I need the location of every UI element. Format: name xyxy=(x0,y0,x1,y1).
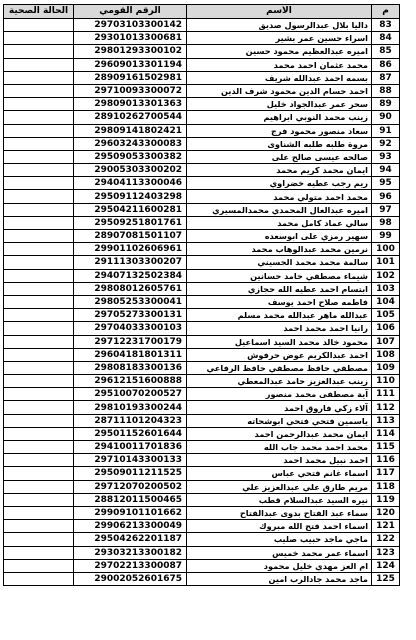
status-cell xyxy=(4,177,74,190)
row-number-cell: 124 xyxy=(372,559,400,572)
header-number: م xyxy=(372,5,400,19)
table-row xyxy=(4,427,400,440)
name-cell: ام العز مهدي خليل محمود xyxy=(187,559,372,572)
name-cell: نيره السيد عبدالسلام قطب xyxy=(187,493,372,506)
name-cell: زينب عبدالعزيز حامد عبدالمعطي xyxy=(187,375,372,388)
status-cell xyxy=(4,335,74,348)
row-number-cell: 91 xyxy=(372,124,400,137)
status-cell xyxy=(4,150,74,163)
row-number-cell: 116 xyxy=(372,454,400,467)
status-cell xyxy=(4,375,74,388)
status-cell xyxy=(4,295,74,308)
table-row xyxy=(4,401,400,414)
status-cell xyxy=(4,190,74,203)
name-cell: اميره عبدالعال المحمدي محمدالمسيري xyxy=(187,203,372,216)
national-id-cell: 29504262201187 xyxy=(74,533,187,546)
status-cell xyxy=(4,19,74,32)
national-id-cell: 29509011211525 xyxy=(74,467,187,480)
table-row xyxy=(4,71,400,84)
status-cell xyxy=(4,164,74,177)
row-number-cell: 102 xyxy=(372,269,400,282)
name-cell: اسماء غانم فتحي عباس xyxy=(187,467,372,480)
row-number-cell: 122 xyxy=(372,533,400,546)
table-row xyxy=(4,361,400,374)
status-cell xyxy=(4,256,74,269)
name-cell: اسماء احمد فتح الله مبروك xyxy=(187,520,372,533)
name-cell: آية مصطفى محمد منصور xyxy=(187,388,372,401)
name-cell: نرمين محمد عبدالوهاب محمد xyxy=(187,243,372,256)
table-row xyxy=(4,190,400,203)
national-id-cell: 29705273300131 xyxy=(74,309,187,322)
status-cell xyxy=(4,533,74,546)
status-cell xyxy=(4,414,74,427)
name-cell: اسماء عمر محمد خميس xyxy=(187,546,372,559)
status-cell xyxy=(4,58,74,71)
table-row xyxy=(4,559,400,572)
national-id-cell: 29005303300202 xyxy=(74,164,187,177)
table-row xyxy=(4,230,400,243)
national-id-cell: 29501152601644 xyxy=(74,427,187,440)
name-cell: آلاء زكي فاروق احمد xyxy=(187,401,372,414)
name-cell: عبدالله ماهر عبدالله محمد مسلم xyxy=(187,309,372,322)
patients-table xyxy=(3,4,400,586)
status-cell xyxy=(4,348,74,361)
row-number-cell: 111 xyxy=(372,388,400,401)
name-cell: شيماء مصطفي حامد حسانين xyxy=(187,269,372,282)
row-number-cell: 88 xyxy=(372,84,400,97)
national-id-cell: 29805253300041 xyxy=(74,295,187,308)
name-cell: سهير رمزي على ابوسعده xyxy=(187,230,372,243)
name-cell: فاطمه صلاح احمد يوسف xyxy=(187,295,372,308)
name-cell: زينب محمد النوبي ابراهيم xyxy=(187,111,372,124)
status-cell xyxy=(4,467,74,480)
header-national-id: الرقم القومي xyxy=(74,5,187,19)
header-name: الاسم xyxy=(187,5,372,19)
status-cell xyxy=(4,32,74,45)
table-row xyxy=(4,375,400,388)
name-cell: محمد عثمان احمد محمد xyxy=(187,58,372,71)
table-row xyxy=(4,137,400,150)
national-id-cell: 29808012605761 xyxy=(74,282,187,295)
status-cell xyxy=(4,45,74,58)
table-row xyxy=(4,309,400,322)
status-cell xyxy=(4,546,74,559)
row-number-cell: 114 xyxy=(372,427,400,440)
table-row xyxy=(4,150,400,163)
status-cell xyxy=(4,520,74,533)
national-id-cell: 29504211600281 xyxy=(74,203,187,216)
name-cell: احمد نبيل محمد احمد xyxy=(187,454,372,467)
name-cell: محمد احمد متولي محمد xyxy=(187,190,372,203)
row-number-cell: 123 xyxy=(372,546,400,559)
table-header-row xyxy=(4,5,400,19)
national-id-cell: 29710143300133 xyxy=(74,454,187,467)
national-id-cell: 29704033300103 xyxy=(74,322,187,335)
name-cell: ياسمين فتحي فتحي ابوشحاته xyxy=(187,414,372,427)
row-number-cell: 103 xyxy=(372,282,400,295)
table-row xyxy=(4,441,400,454)
national-id-cell: 29609013301194 xyxy=(74,58,187,71)
name-cell: احمد حسام الدين محمود شرف الدين xyxy=(187,84,372,97)
table-row xyxy=(4,243,400,256)
row-number-cell: 86 xyxy=(372,58,400,71)
national-id-cell: 29901102606961 xyxy=(74,243,187,256)
row-number-cell: 99 xyxy=(372,230,400,243)
table-row xyxy=(4,335,400,348)
national-id-cell: 29111303300207 xyxy=(74,256,187,269)
table-body xyxy=(4,19,400,586)
table-row xyxy=(4,32,400,45)
row-number-cell: 117 xyxy=(372,467,400,480)
table-row xyxy=(4,322,400,335)
table-row xyxy=(4,480,400,493)
national-id-cell: 28907081501107 xyxy=(74,230,187,243)
name-cell: داليا بلال عبدالرسول صديق xyxy=(187,19,372,32)
name-cell: احمد عبدالكريم عوض حرفوش xyxy=(187,348,372,361)
name-cell: اميره عبدالعظيم محمود حسين xyxy=(187,45,372,58)
name-cell: مروة طلبه طلبه الشناوى xyxy=(187,137,372,150)
row-number-cell: 89 xyxy=(372,98,400,111)
row-number-cell: 96 xyxy=(372,190,400,203)
row-number-cell: 125 xyxy=(372,572,400,585)
table-row xyxy=(4,295,400,308)
table-row xyxy=(4,533,400,546)
status-cell xyxy=(4,111,74,124)
table-row xyxy=(4,520,400,533)
row-number-cell: 113 xyxy=(372,414,400,427)
name-cell: ايمان محمد كريم محمد xyxy=(187,164,372,177)
table-row xyxy=(4,506,400,519)
table-row xyxy=(4,256,400,269)
name-cell: ماجي ماجد حبيب صليب xyxy=(187,533,372,546)
national-id-cell: 28910262700544 xyxy=(74,111,187,124)
national-id-cell: 29603243300083 xyxy=(74,137,187,150)
status-cell xyxy=(4,506,74,519)
row-number-cell: 100 xyxy=(372,243,400,256)
status-cell xyxy=(4,493,74,506)
national-id-cell: 29301013300681 xyxy=(74,32,187,45)
row-number-cell: 93 xyxy=(372,150,400,163)
row-number-cell: 110 xyxy=(372,375,400,388)
name-cell: اسراء حسين عمر بشير xyxy=(187,32,372,45)
table-row xyxy=(4,546,400,559)
table-row xyxy=(4,454,400,467)
status-cell xyxy=(4,243,74,256)
national-id-cell: 29801293300102 xyxy=(74,45,187,58)
name-cell: سحر عمر عبدالجواد خليل xyxy=(187,98,372,111)
row-number-cell: 106 xyxy=(372,322,400,335)
status-cell xyxy=(4,388,74,401)
national-id-cell: 29712231700179 xyxy=(74,335,187,348)
name-cell: سالي عماد كامل محمد xyxy=(187,216,372,229)
row-number-cell: 94 xyxy=(372,164,400,177)
table-row xyxy=(4,111,400,124)
table-row xyxy=(4,84,400,97)
national-id-cell: 29303213300182 xyxy=(74,546,187,559)
status-cell xyxy=(4,322,74,335)
table-row xyxy=(4,493,400,506)
name-cell: محمود خالد محمد السيد اسماعيل xyxy=(187,335,372,348)
national-id-cell: 29909101101662 xyxy=(74,506,187,519)
status-cell xyxy=(4,98,74,111)
row-number-cell: 101 xyxy=(372,256,400,269)
row-number-cell: 85 xyxy=(372,45,400,58)
national-id-cell: 29404113300046 xyxy=(74,177,187,190)
row-number-cell: 84 xyxy=(372,32,400,45)
table-row xyxy=(4,572,400,585)
name-cell: مريم طارق علي عبدالعزيز علي xyxy=(187,480,372,493)
table-row xyxy=(4,19,400,32)
status-cell xyxy=(4,454,74,467)
name-cell: محمد احمد محمد جاب الله xyxy=(187,441,372,454)
table-row xyxy=(4,414,400,427)
row-number-cell: 112 xyxy=(372,401,400,414)
table-row xyxy=(4,467,400,480)
status-cell xyxy=(4,480,74,493)
national-id-cell: 29509251801761 xyxy=(74,216,187,229)
table-row xyxy=(4,388,400,401)
name-cell: مصطفي حافظ مصطفي حافظ الرفاعي xyxy=(187,361,372,374)
status-cell xyxy=(4,269,74,282)
status-cell xyxy=(4,401,74,414)
table-row xyxy=(4,348,400,361)
row-number-cell: 98 xyxy=(372,216,400,229)
name-cell: سالمة محمد محمد الحسيني xyxy=(187,256,372,269)
national-id-cell: 29809141802421 xyxy=(74,124,187,137)
national-id-cell: 29703103300142 xyxy=(74,19,187,32)
table-row xyxy=(4,282,400,295)
row-number-cell: 83 xyxy=(372,19,400,32)
row-number-cell: 90 xyxy=(372,111,400,124)
name-cell: ماجد محمد جادالرب امين xyxy=(187,572,372,585)
patients-sheet xyxy=(3,4,399,586)
status-cell xyxy=(4,71,74,84)
name-cell: ريم رجب عطيه خضراوي xyxy=(187,177,372,190)
row-number-cell: 121 xyxy=(372,520,400,533)
status-cell xyxy=(4,282,74,295)
status-cell xyxy=(4,124,74,137)
national-id-cell: 29712070200502 xyxy=(74,480,187,493)
row-number-cell: 105 xyxy=(372,309,400,322)
national-id-cell: 29809013301363 xyxy=(74,98,187,111)
national-id-cell: 29604181801311 xyxy=(74,348,187,361)
table-row xyxy=(4,216,400,229)
status-cell xyxy=(4,559,74,572)
national-id-cell: 29509112403298 xyxy=(74,190,187,203)
name-cell: سعاد منصور محمود فرج xyxy=(187,124,372,137)
national-id-cell: 29710093300072 xyxy=(74,84,187,97)
national-id-cell: 29407132502384 xyxy=(74,269,187,282)
status-cell xyxy=(4,441,74,454)
table-row xyxy=(4,124,400,137)
national-id-cell: 28711101204323 xyxy=(74,414,187,427)
national-id-cell: 29612151600888 xyxy=(74,375,187,388)
national-id-cell: 29906213300049 xyxy=(74,520,187,533)
row-number-cell: 109 xyxy=(372,361,400,374)
status-cell xyxy=(4,84,74,97)
national-id-cell: 29410011701836 xyxy=(74,441,187,454)
status-cell xyxy=(4,216,74,229)
row-number-cell: 120 xyxy=(372,506,400,519)
table-row xyxy=(4,177,400,190)
table-row xyxy=(4,269,400,282)
row-number-cell: 119 xyxy=(372,493,400,506)
status-cell xyxy=(4,361,74,374)
table-row xyxy=(4,58,400,71)
row-number-cell: 108 xyxy=(372,348,400,361)
status-cell xyxy=(4,309,74,322)
status-cell xyxy=(4,572,74,585)
name-cell: ايمان محمد عبدالرحمن احمد xyxy=(187,427,372,440)
national-id-cell: 28812011500465 xyxy=(74,493,187,506)
name-cell: بسمه احمد عبدالله شريف xyxy=(187,71,372,84)
row-number-cell: 97 xyxy=(372,203,400,216)
status-cell xyxy=(4,137,74,150)
national-id-cell: 29510070200527 xyxy=(74,388,187,401)
table-row xyxy=(4,164,400,177)
status-cell xyxy=(4,427,74,440)
row-number-cell: 87 xyxy=(372,71,400,84)
name-cell: صالحه عيسى صالح على xyxy=(187,150,372,163)
table-row xyxy=(4,98,400,111)
status-cell xyxy=(4,203,74,216)
national-id-cell: 29808183300136 xyxy=(74,361,187,374)
name-cell: ابتسام احمد عطيه الله حجازي xyxy=(187,282,372,295)
status-cell xyxy=(4,230,74,243)
name-cell: رانيا احمد محمد احمد xyxy=(187,322,372,335)
name-cell: سماء عبد الفتاح بدوى عبدالفتاح xyxy=(187,506,372,519)
national-id-cell: 29702213300087 xyxy=(74,559,187,572)
national-id-cell: 29810193300244 xyxy=(74,401,187,414)
row-number-cell: 92 xyxy=(372,137,400,150)
table-row xyxy=(4,45,400,58)
national-id-cell: 29002052601675 xyxy=(74,572,187,585)
row-number-cell: 95 xyxy=(372,177,400,190)
national-id-cell: 28909161502981 xyxy=(74,71,187,84)
row-number-cell: 104 xyxy=(372,295,400,308)
header-status: الحالة الصحية xyxy=(4,5,74,19)
national-id-cell: 29509053300382 xyxy=(74,150,187,163)
row-number-cell: 115 xyxy=(372,441,400,454)
row-number-cell: 118 xyxy=(372,480,400,493)
table-row xyxy=(4,203,400,216)
row-number-cell: 107 xyxy=(372,335,400,348)
